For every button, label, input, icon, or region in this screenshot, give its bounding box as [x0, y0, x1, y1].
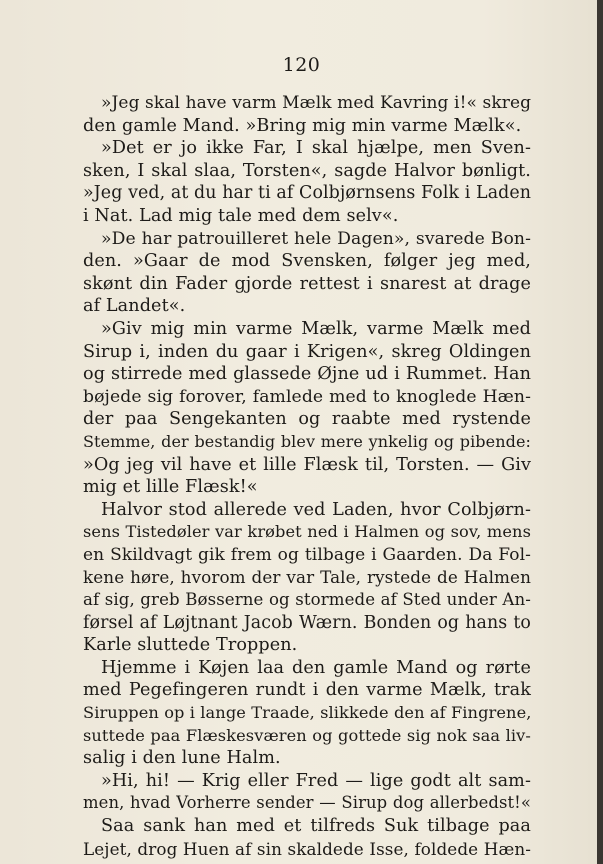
text-line: »Det er jo ikke Far, I skal hjælpe, men Sven-	[101, 138, 531, 159]
text-line: der paa Sengekanten og raabte med rystende	[83, 409, 531, 430]
page-number: 120	[282, 54, 321, 76]
text-line: »Hi, hi! — Krig eller Fred — lige godt alt sam-	[101, 770, 531, 791]
text-line: og stirrede med glassede Øjne ud i Rummet. Han	[83, 364, 531, 385]
text-line: skønt din Fader gjorde rettest i snarest at drage	[83, 273, 531, 294]
text-line: af sig, greb Bøsserne og stormede af Sted under An-	[83, 590, 531, 610]
text-line: men, hvad Vorherre sender — Sirup dog allerbedst!«	[83, 793, 531, 813]
text-line: »Jeg ved, at du har ti af Colbjørnsens Folk i Laden	[83, 183, 532, 204]
text-line: mig et lille Flæsk!«	[83, 477, 258, 498]
text-line: Halvor stod allerede ved Laden, hvor Colbjørn-	[101, 499, 531, 520]
text-line: salig i den lune Halm.	[83, 748, 281, 769]
text-line: Lejet, drog Huen af sin skaldede Isse, foldede Hæn-	[83, 838, 531, 859]
page-edge	[597, 0, 603, 864]
text-line: Karle sluttede Troppen.	[83, 635, 298, 656]
text-line: sken, I skal slaa, Torsten«, sagde Halvor bønligt.	[83, 160, 531, 181]
text-line: »De har patrouilleret hele Dagen», svarede Bon-	[101, 228, 531, 249]
text-line: Stemme, der bestandig blev mere ynkelig og pibende:	[83, 431, 531, 451]
text-line: en Skildvagt gik frem og tilbage i Gaarden. Da Fol-	[83, 544, 531, 565]
text-line: Sirup i, inden du gaar i Krigen«, skreg Oldingen	[83, 341, 531, 362]
text-line: »Og jeg vil have et lille Flæsk til, Torsten. — Giv	[83, 454, 531, 475]
text-line: af Landet«.	[83, 296, 186, 317]
text-line: »Giv mig min varme Mælk, varme Mælk med	[101, 318, 531, 339]
text-line: Siruppen op i lange Traade, slikkede den af Fingrene,	[83, 703, 532, 723]
text-line: den gamle Mand. »Bring mig min varme Mælk«.	[83, 115, 522, 136]
text-line: bøjede sig forover, famlede med to knoglede Hæn-	[83, 386, 531, 407]
text-line: sens Tistedøler var krøbet ned i Halmen og sov, mens	[83, 522, 531, 542]
text-block	[83, 92, 531, 860]
text-line: førsel af Løjtnant Jacob Wærn. Bonden og hans to	[83, 612, 531, 633]
text-line: kene høre, hvorom der var Tale, rystede de Halmen	[83, 567, 531, 588]
text-line: med Pegefingeren rundt i den varme Mælk, trak	[83, 680, 531, 701]
text-line: suttede paa Flæskesværen og gottede sig nok saa liv-	[83, 725, 531, 745]
text-line: i Nat. Lad mig tale med dem selv«.	[83, 205, 399, 226]
text-line: den. »Gaar de mod Svensken, følger jeg med,	[83, 251, 531, 272]
text-line: Hjemme i Køjen laa den gamle Mand og rørte	[101, 657, 531, 678]
text-line: »Jeg skal have varm Mælk med Kavring i!« skreg	[101, 93, 532, 113]
text-line: Saa sank han med et tilfreds Suk tilbage paa	[101, 816, 531, 836]
